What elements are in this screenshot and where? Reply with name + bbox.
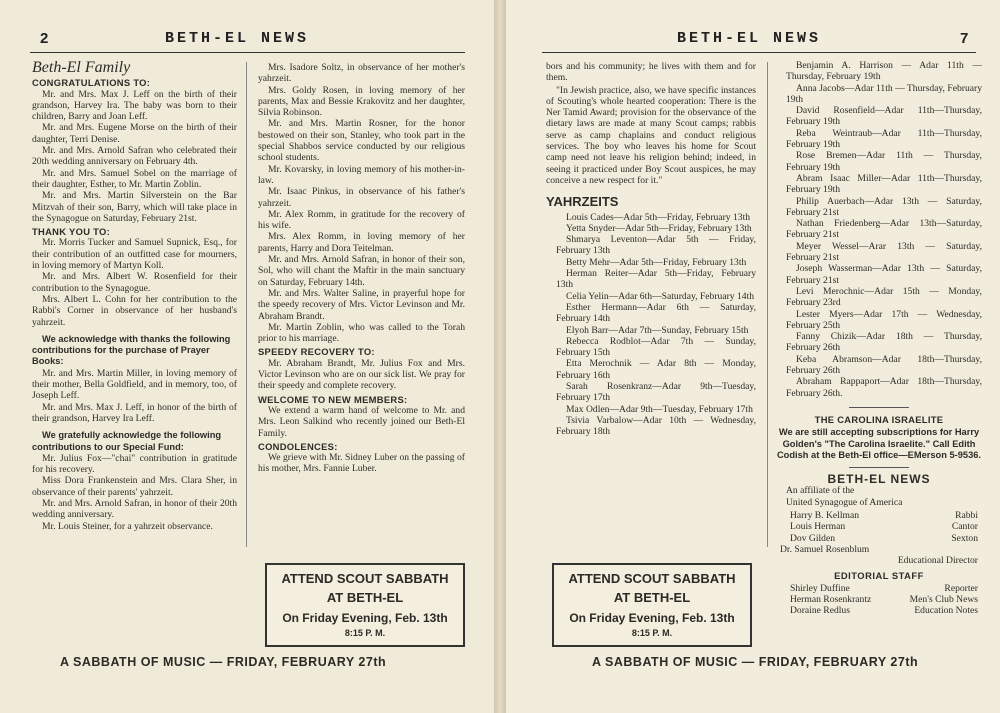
paragraph: Mr. and Mrs. Max J. Leff, in honor of the birth of their grandson, Harvey Ira Leff. [32,401,237,424]
yahrzeit-item: Benjamin A. Harrison — Adar 11th — Thursday, February 19th [786,60,982,83]
left-column-1 [32,60,237,532]
editorial-heading: EDITORIAL STAFF [834,570,924,582]
paragraph: Mr. and Mrs. Samuel Sobel on the marriage of their daughter, Esther, to Mr. Martin Zoblin. [32,167,237,190]
paragraph: Mrs. Albert L. Cohn for her contribution to the Rabbi's Corner in observance of her husband's yahrzeit. [32,293,237,328]
section-title: Beth-El Family [32,59,131,76]
divider [849,407,909,408]
yahrzeit-item: Celia Yelin—Adar 6th—Saturday, February 14th [566,290,755,302]
page-number: 7 [960,30,969,47]
box-line-4: 8:15 P. M. [631,628,673,638]
officer-name: Louis Herman [790,521,846,533]
paragraph: We extend a warm hand of welcome to Mr. and Mrs. Leon Salkind who recently joined our Beth-El Family. [258,404,465,439]
special-fund-ack: We gratefully acknowledge the following contributions to our Special Fund: [32,430,222,452]
box-line-2: AT BETH-EL [613,590,691,605]
thanks-heading: THANK YOU TO: [32,226,111,238]
binding-gutter [494,0,506,713]
officer-role: Educational Director [897,555,978,567]
right-column-1 [546,61,756,438]
yahrzeit-item: Lester Myers—Adar 17th — Wednesday, February 25th [786,308,982,331]
box-line-2: AT BETH-EL [326,590,404,605]
paragraph: Mr. Alex Romm, in gratitude for the recovery of his wife. [258,208,465,232]
yahrzeit-item: Rose Bremen—Adar 11th — Thursday, February 19th [786,150,982,173]
officer-name: Dr. Samuel Rosenblum [780,543,870,555]
box-line-1: ATTEND SCOUT SABBATH [281,571,449,586]
header-rule [30,52,465,53]
page-number: 2 [40,30,49,47]
header-rule [542,52,976,53]
yahrzeits-heading: YAHRZEITS [546,194,619,210]
yahrzeit-item: Fanny Chizik—Adar 18th — Thursday, February 26th [786,331,982,354]
yahrzeit-item: Philip Auerbach—Adar 13th — Saturday, February 21st [786,195,982,218]
paragraph: Mr. Kovarsky, in loving memory of his mother-in-law. [258,163,465,186]
yahrzeit-item: Abraham Rappaport—Adar 18th—Thursday, February 26th. [786,376,982,399]
staff-name: Herman Rosenkrantz [790,594,872,606]
footer-banner: A SABBATH OF MUSIC — FRIDAY, FEBRUARY 27th [60,655,387,669]
staff-row [780,605,978,616]
paragraph: Miss Dora Frankenstein and Mrs. Clara Sher, in observance of their parents' yahrzeit. [32,475,237,498]
paragraph: Mr. Louis Steiner, for a yahrzeit observance. [42,520,213,532]
paragraph: Mr. and Mrs. Walter Saline, in prayerful hope for the speedy recovery of Mrs. Victor Levinson and Mr. Abraham Brandt. [258,287,465,322]
officer-role: Sexton [951,532,978,544]
box-line-1: ATTEND SCOUT SABBATH [568,571,736,586]
paragraph: Mr. Martin Zoblin, who was called to the Torah prior to his marriage. [258,321,465,345]
paragraph: Mr. and Mrs. Albert W. Rosenfield for their contribution to the Synagogue. [32,271,237,294]
yahrzeit-item: Joseph Wasserman—Adar 13th — Saturday, February 21st [786,263,982,286]
paragraph: Mr. and Mrs. Martin Silverstein on the Bar Mitzvah of their son, Barry, which will take place in the Synagogue on Saturday, February 21st. [32,190,237,224]
paragraph: "In Jewish practice, also, we have specific instances of Scouting's whole hearted cooperation: There is the Ner Tamid Award; provision for the observance of the dietary laws are made at many Scout camps; rabbis serve as camp chaplains and conduct religious services. The boy who leaves his home for Scout camp need not leave his religion behind; indeed, in seeing it practiced under Boy Scout auspices, he may conceive a new respect for it." [546,84,756,186]
box-line-4: 8:15 P. M. [344,628,386,638]
condolences-heading: CONDOLENCES: [258,440,338,452]
paragraph: Mr. and Mrs. Arnold Safran, in honor of their son, Sol, who will chant the Maftir in the main sanctuary on Saturday, February 14th. [258,254,465,288]
israelite-heading: THE CAROLINA ISRAELITE [814,413,944,425]
right-page [506,0,1000,713]
paragraph: Mrs. Goldy Rosen, in loving memory of her parents, Max and Bessie Krakovitz and her daughter, Silvia Robinson. [258,84,465,119]
yahrzeit-item: Abram Isaac Miller—Adar 11th—Thursday, February 19th [786,172,982,196]
paragraph: Mrs. Alex Romm, in loving memory of her parents, Harry and Dora Teitelman. [258,231,465,254]
scout-sabbath-box [265,563,465,647]
paragraph: Mr. and Mrs. Martin Miller, in loving memory of their mother, Bella Goldfield, and in memory, too, of Joseph Leff. [32,367,237,402]
officer-row [780,510,978,521]
yahrzeit-item: Herman Reiter—Adar 5th—Friday, February 13th [556,268,756,291]
bn-affiliate: United Synagogue of America [786,496,903,508]
paragraph: Mrs. Isadore Soltz, in observance of her mother's yahrzeit. [258,62,465,85]
yahrzeit-item: Levi Merochnic—Adar 15th — Monday, February 23rd [786,285,982,309]
box-line-3: On Friday Evening, Feb. 13th [569,611,735,625]
paragraph: Mr. and Mrs. Eugene Morse on the birth of their daughter, Terri Denise. [32,122,237,145]
left-column-2 [258,62,465,475]
yahrzeit-item: Max Odlen—Adar 9th—Tuesday, February 17th [566,403,753,415]
yahrzeit-item: Shmarya Leventon—Adar 5th — Friday, February 13th [556,234,756,257]
yahrzeit-item: Esther Hermann—Adar 6th — Saturday, February 14th [556,301,756,325]
column-divider [767,62,768,547]
staff-name: Doraine Redlus [790,605,850,617]
officer-row [780,533,978,544]
prayer-books-ack: We acknowledge with thanks the following contributions for the purchase of Prayer Books: [32,333,231,367]
yahrzeit-item: Reba Weintraub—Adar 11th—Thursday, February 19th [786,127,982,151]
recovery-heading: SPEEDY RECOVERY TO: [258,346,375,358]
masthead: BETH-EL NEWS [165,30,310,47]
staff-role: Education Notes [914,605,978,617]
paragraph: Mr. Abraham Brandt, Mr. Julius Fox and Mrs. Victor Levinson who are on our sick list. We pray for their speedy and complete recovery. [258,357,465,392]
bn-title: BETH-EL NEWS [827,472,931,487]
staff-row [780,594,978,605]
paragraph: Mr. and Mrs. Arnold Safran, in honor of their 20th wedding anniversary. [32,497,237,521]
yahrzeit-item: Anna Jacobs—Adar 11th — Thursday, February 19th [786,82,982,105]
yahrzeit-item: Tsivia Varbalow—Adar 10th — Wednesday, February 18th [556,414,756,438]
officer-role: Cantor [951,521,978,533]
staff-name: Shirley Duffine [790,582,850,594]
paragraph: We grieve with Mr. Sidney Luber on the passing of his mother, Mrs. Fannie Luber. [258,452,465,475]
paragraph: Mr. Morris Tucker and Samuel Supnick, Esq., for their contribution of an outfitted case for mourners, in loving memory of Martyn Koll. [32,237,237,272]
officer-name: Harry B. Kellman [790,509,860,521]
yahrzeit-item: Nathan Friedenberg—Adar 13th—Saturday, February 21st [786,218,982,241]
officer-name: Dov Gilden [790,532,836,544]
footer-banner: A SABBATH OF MUSIC — FRIDAY, FEBRUARY 27th [592,655,919,669]
column-divider [246,62,247,547]
yahrzeit-item: Rebecca Rodblot—Adar 7th — Sunday, February 15th [556,335,756,359]
masthead: BETH-EL NEWS [677,30,822,47]
yahrzeit-item: Elyoh Barr—Adar 7th—Sunday, February 15th [566,324,749,336]
officer-row [780,521,978,532]
yahrzeit-item: Meyer Wessel—Arar 13th — Saturday, February 21st [786,240,982,264]
yahrzeit-item: Yetta Snyder—Adar 5th—Friday, February 13th [566,222,752,234]
staff-role: Men's Club News [909,594,978,606]
paragraph: Mr. Julius Fox—"chai" contribution in gratitude for his recovery. [32,452,237,476]
paragraph: Mr. Isaac Pinkus, in observance of his father's yahrzeit. [258,186,465,209]
paragraph: Mr. and Mrs. Martin Rosner, for the honor bestowed on their son, Stanley, who took part in the special Shabbos service conducted by our religious school students. [258,118,465,164]
paragraph: Mr. and Mrs. Max J. Leff on the birth of their grandson, Harvey Ira. The baby was born to their children, Barry and Joan Leff. [32,88,237,123]
bn-affiliate: An affiliate of the [786,485,855,497]
officer-role: Rabbi [955,509,978,521]
staff-row [780,583,978,594]
congrats-heading: CONGRATULATIONS TO: [32,77,151,89]
staff-role: Reporter [944,582,978,594]
right-column-2 [776,60,982,617]
left-page [0,0,494,713]
divider [849,467,909,468]
yahrzeit-item: Louis Cades—Adar 5th—Friday, February 13th [566,211,751,223]
scout-sabbath-box [552,563,752,647]
paragraph: Mr. and Mrs. Arnold Safran who celebrated their 20th wedding anniversary on February 4th. [32,145,237,168]
israelite-notice: We are still accepting subscriptions for Harry Golden's "The Carolina Israelite." Call Edith Codish at the Beth-El office—EMerson 5-9536. [776,427,982,460]
yahrzeit-item: Betty Mehr—Adar 5th—Friday, February 13th [566,256,747,268]
yahrzeit-item: Keba Abramson—Adar 18th—Thursday, February 26th [786,353,982,377]
paragraph: bors and his community; he lives with them and for them. [546,61,756,84]
yahrzeit-item: Etta Merochnik — Adar 8th — Monday, February 16th [556,358,756,381]
welcome-heading: WELCOME TO NEW MEMBERS: [258,393,408,405]
box-line-3: On Friday Evening, Feb. 13th [282,611,448,625]
yahrzeit-item: David Rosenfield—Adar 11th—Thursday, February 19th [786,105,982,128]
yahrzeit-item: Sarah Rosenkranz—Adar 9th—Tuesday, February 17th [556,381,756,404]
